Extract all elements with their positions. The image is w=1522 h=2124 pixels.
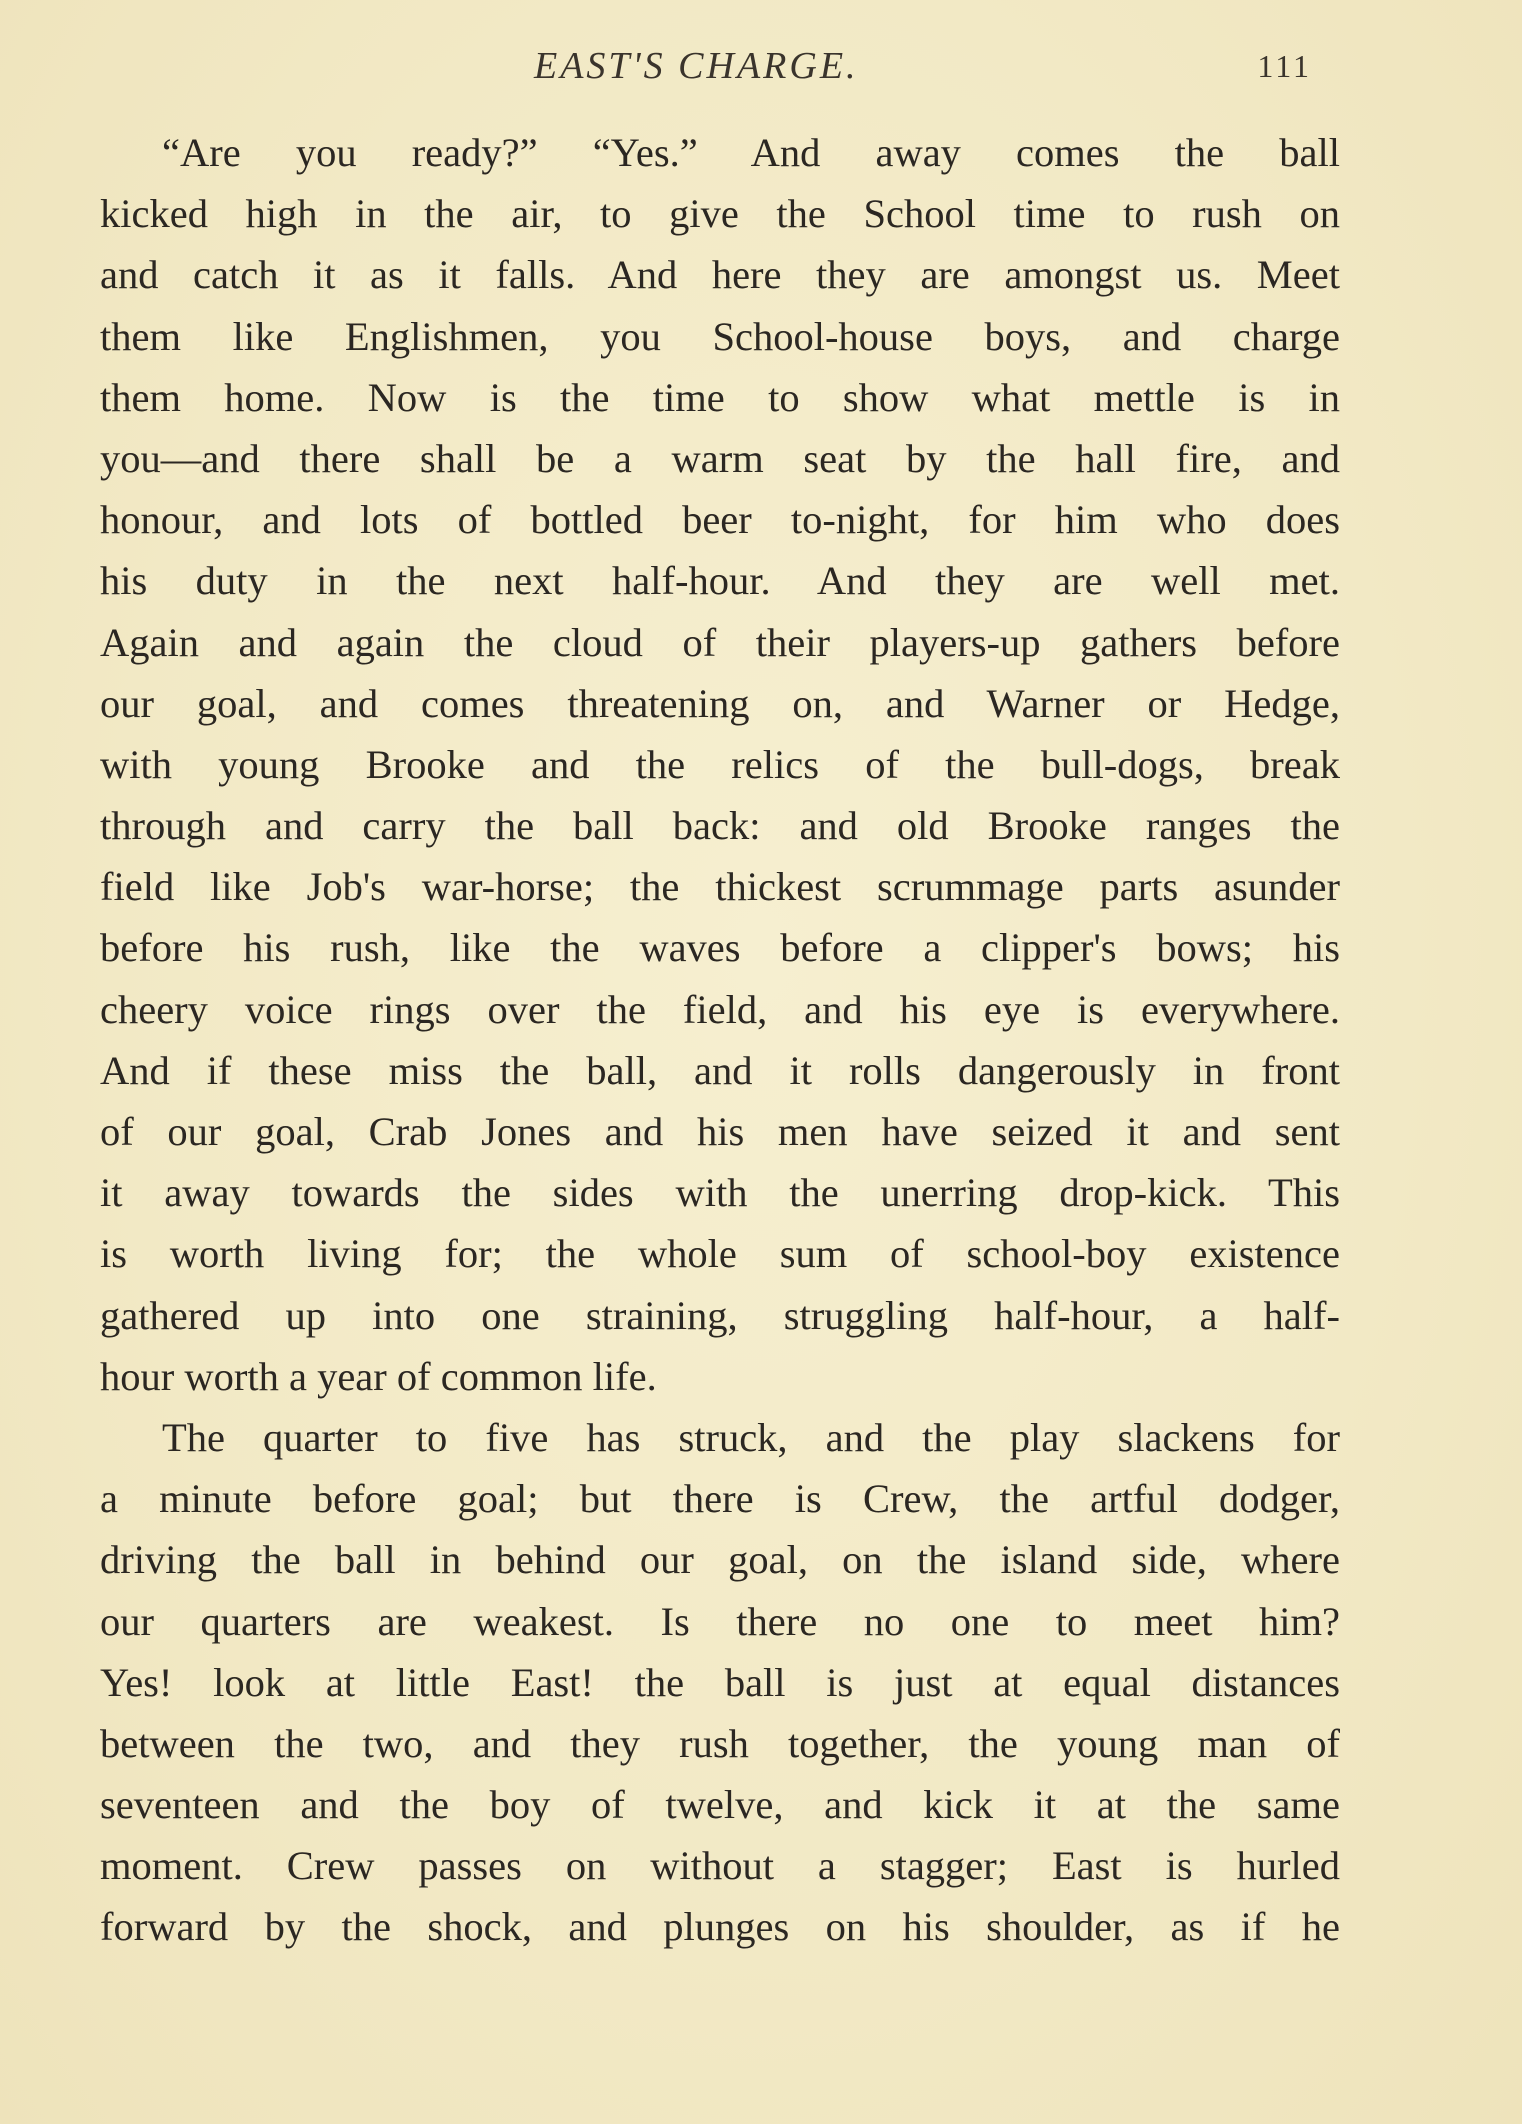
text-line: and catch it as it falls. And here they are amongst us. Meet: [100, 252, 1340, 298]
text-line: is worth living for; the whole sum of school-boy existence: [100, 1231, 1340, 1277]
text-line: “Are you ready?” “Yes.” And away comes the ball: [162, 130, 1340, 175]
text-line: driving the ball in behind our goal, on the island side, where: [100, 1537, 1340, 1583]
page-number: 111: [1257, 48, 1312, 84]
text-line: it away towards the sides with the unerring drop-kick. This: [100, 1170, 1340, 1216]
running-head: [0, 44, 1522, 104]
text-line: our goal, and comes threatening on, and Warner or Hedge,: [100, 680, 1340, 726]
text-line: before his rush, like the waves before a clipper's bows; his: [100, 925, 1340, 971]
text-line: field like Job's war-horse; the thickest scrummage parts asunder: [100, 864, 1340, 910]
text-line: moment. Crew passes on without a stagger; East is hurled: [100, 1843, 1340, 1889]
text-line: them home. Now is the time to show what mettle is in: [100, 374, 1340, 420]
text-line: Yes! look at little East! the ball is just at equal distances: [100, 1659, 1340, 1705]
text-line: honour, and lots of bottled beer to-night, for him who does: [100, 497, 1340, 543]
text-line: them like Englishmen, you School-house boys, and charge: [100, 313, 1340, 359]
paragraph-2: [100, 1407, 1340, 1958]
text-line: seventeen and the boy of twelve, and kick it at the same: [100, 1782, 1340, 1828]
text-line: And if these miss the ball, and it rolls dangerously in front: [100, 1047, 1340, 1093]
text-line: forward by the shock, and plunges on his shoulder, as if he: [100, 1904, 1340, 1950]
text-line: our quarters are weakest. Is there no one to meet him?: [100, 1598, 1340, 1644]
text-line: his duty in the next half-hour. And they are well met.: [100, 558, 1340, 604]
body-text: [100, 122, 1340, 1958]
chapter-running-title: EAST'S CHARGE.: [534, 45, 859, 87]
text-line: a minute before goal; but there is Crew, the artful dodger,: [100, 1476, 1340, 1522]
text-line: between the two, and they rush together, the young man of: [100, 1720, 1340, 1766]
text-line: cheery voice rings over the field, and his eye is everywhere.: [100, 986, 1340, 1032]
text-line: with young Brooke and the relics of the bull-dogs, break: [100, 741, 1340, 787]
text-line: gathered up into one straining, struggling half-hour, a half-: [100, 1292, 1340, 1338]
text-line: The quarter to five has struck, and the play slackens for: [162, 1414, 1340, 1460]
text-line: kicked high in the air, to give the School time to rush on: [100, 191, 1340, 237]
text-line: of our goal, Crab Jones and his men have seized it and sent: [100, 1109, 1340, 1154]
paragraph-1: [100, 122, 1340, 1407]
text-line: Again and again the cloud of their players-up gathers before: [100, 619, 1340, 665]
text-line: you—and there shall be a warm seat by the hall fire, and: [100, 435, 1340, 481]
text-line: hour worth a year of common life.: [100, 1353, 657, 1399]
text-line: through and carry the ball back: and old Brooke ranges the: [100, 803, 1340, 849]
